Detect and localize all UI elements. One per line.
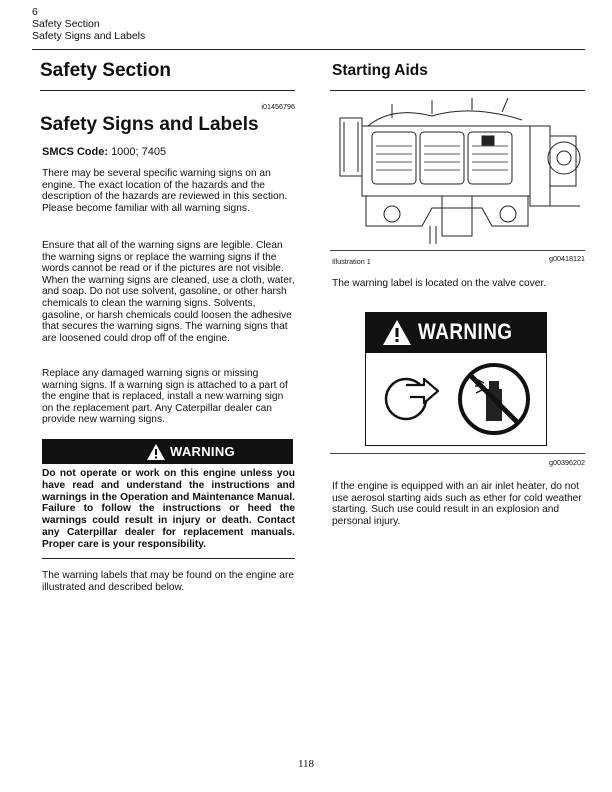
warning-banner [42,439,293,464]
header-rule [32,49,585,50]
paragraph-4: The warning labels that may be found on the engine are illustrated and described below. [42,570,295,593]
paragraph-2: Ensure that all of the warning signs are legible. Clean the warning signs or replace the warning signs if the words cannot be read or if the pictures are not visible. When the warning signs are cleaned, use a cloth, water, and soap. Do not use solvent, gasoline, or other harsh chemicals to clean the warning signs. Solvents, gasoline, or harsh chemicals could loosen the adhesive that secures the warning signs. The warning signs that are loosened could drop off of the engine. [42,240,295,344]
ref-id: i01456796 [261,102,295,111]
paragraph-3: Replace any damaged warning signs or missing warning signs. If a warning sign is attached to a part of the engine that is replaced, install a new warning sign on the replacement part. Any Caterpillar dealer can provide new warning signs. [42,368,288,426]
subtitle: Safety Signs and Labels [40,114,259,135]
illus2-id: g00396202 [549,458,585,467]
warning-decal [365,312,547,446]
warning-bottom-rule [42,558,295,559]
right-paragraph-2: If the engine is equipped with an air inlet heater, do not use aerosol starting aids such as ether for cold weather starting. Such use could result in an explosion and personal injury. [332,481,582,527]
footer-page-number: 118 [297,758,315,770]
smcs-line [42,146,166,158]
header-section: Safety Section [32,18,100,30]
right-title-rule [330,90,585,91]
warning-decal-banner [366,313,546,353]
engine-illustration [332,96,585,246]
left-section-title: Safety Section [40,60,171,81]
header-subsection: Safety Signs and Labels [32,30,146,42]
illus2-rule [330,453,585,454]
left-title-rule [40,90,295,91]
no-aerosol-icon [456,361,532,437]
header-page-number: 6 [32,6,38,18]
warning-triangle-icon [382,319,412,346]
warning-triangle-icon [146,443,166,461]
warning-text: Do not operate or work on this engine unless you have read and understand the instructions and warnings in the Operation and Maintenance Manual. Failure to follow the instructions or heed the warnings could result in injury or death. Contact any Caterpillar dealer for replacement manuals. Proper care is your responsibility. [42,468,295,550]
illus1-rule [330,250,585,251]
warning-banner-label: WARNING [170,444,235,459]
illus1-caption: Illustration 1 [332,257,371,266]
illus1-id: g00418121 [549,254,585,263]
warning-decal-label: WARNING [418,319,513,344]
right-section-title: Starting Aids [332,62,428,79]
paragraph-1: There may be several specific warning signs on an engine. The exact location of the hazards and the description of the hazards are reviewed in this section. Please become familiar with all warning signs. [42,168,288,214]
air-intake-icon [380,365,444,429]
smcs-value: 1000; 7405 [111,146,167,158]
smcs-label: SMCS Code: [42,146,108,158]
right-paragraph-1: The warning label is located on the valve cover. [332,278,547,289]
